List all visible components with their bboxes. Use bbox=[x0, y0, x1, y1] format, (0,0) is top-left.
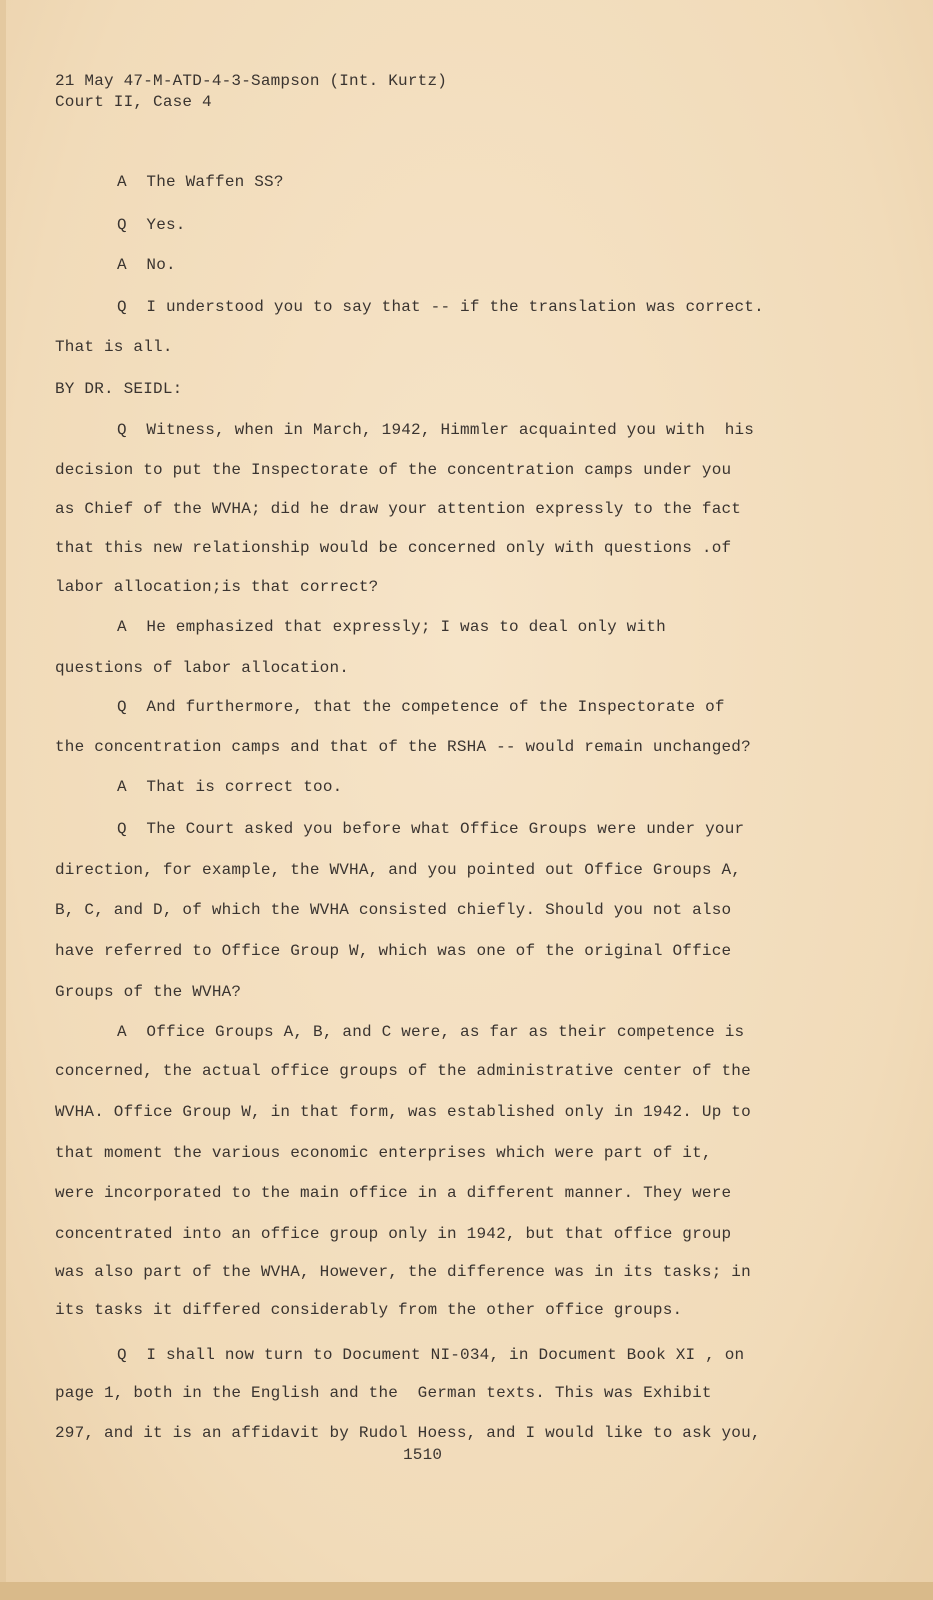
text-line: That is all. bbox=[55, 338, 173, 356]
text-line: that moment the various economic enterprises which were part of it, bbox=[55, 1144, 712, 1162]
text-line: A No. bbox=[117, 256, 176, 274]
text-line: A The Waffen SS? bbox=[117, 173, 284, 191]
header-line-1: 21 May 47-M-ATD-4-3-Sampson (Int. Kurtz) bbox=[55, 72, 448, 90]
text-line: Q And furthermore, that the competence of the Inspectorate of bbox=[117, 698, 725, 716]
text-line: B, C, and D, of which the WVHA consisted chiefly. Should you not also bbox=[55, 901, 732, 919]
text-line: Q Witness, when in March, 1942, Himmler acquainted you with his bbox=[117, 421, 755, 439]
text-line: BY DR. SEIDL: bbox=[55, 380, 183, 398]
text-line: A He emphasized that expressly; I was to deal only with bbox=[117, 618, 666, 636]
page-number: 1510 bbox=[403, 1446, 443, 1464]
text-line: concentrated into an office group only in 1942, but that office group bbox=[55, 1225, 732, 1243]
text-line: Q The Court asked you before what Office Groups were under your bbox=[117, 820, 745, 838]
text-line: decision to put the Inspectorate of the concentration camps under you bbox=[55, 461, 732, 479]
text-line: were incorporated to the main office in a different manner. They were bbox=[55, 1184, 732, 1202]
paper-bottom-edge bbox=[0, 1582, 933, 1600]
text-line: direction, for example, the WVHA, and you pointed out Office Groups A, bbox=[55, 861, 742, 879]
text-line: that this new relationship would be concerned only with questions .of bbox=[55, 539, 732, 557]
text-line: page 1, both in the English and the German texts. This was Exhibit bbox=[55, 1384, 712, 1402]
text-line: 297, and it is an affidavit by Rudol Hoess, and I would like to ask you, bbox=[55, 1424, 761, 1442]
text-line: A Office Groups A, B, and C were, as far as their competence is bbox=[117, 1023, 745, 1041]
text-line: Q I shall now turn to Document NI-034, in Document Book XI , on bbox=[117, 1346, 745, 1364]
text-line: have referred to Office Group W, which was one of the original Office bbox=[55, 942, 732, 960]
text-line: A That is correct too. bbox=[117, 778, 343, 796]
text-line: Q I understood you to say that -- if the translation was correct. bbox=[117, 298, 764, 316]
text-line: concerned, the actual office groups of the administrative center of the bbox=[55, 1062, 751, 1080]
text-line: labor allocation;is that correct? bbox=[55, 578, 379, 596]
text-line: the concentration camps and that of the RSHA -- would remain unchanged? bbox=[55, 738, 751, 756]
paper-edge bbox=[0, 0, 6, 1600]
text-line: Groups of the WVHA? bbox=[55, 983, 242, 1001]
text-line: as Chief of the WVHA; did he draw your attention expressly to the fact bbox=[55, 500, 742, 518]
text-line: questions of labor allocation. bbox=[55, 659, 350, 677]
header-line-2: Court II, Case 4 bbox=[55, 93, 212, 111]
text-line: was also part of the WVHA, However, the difference was in its tasks; in bbox=[55, 1263, 751, 1281]
text-line: its tasks it differed considerably from the other office groups. bbox=[55, 1301, 683, 1319]
text-line: Q Yes. bbox=[117, 216, 186, 234]
text-line: WVHA. Office Group W, in that form, was established only in 1942. Up to bbox=[55, 1103, 751, 1121]
